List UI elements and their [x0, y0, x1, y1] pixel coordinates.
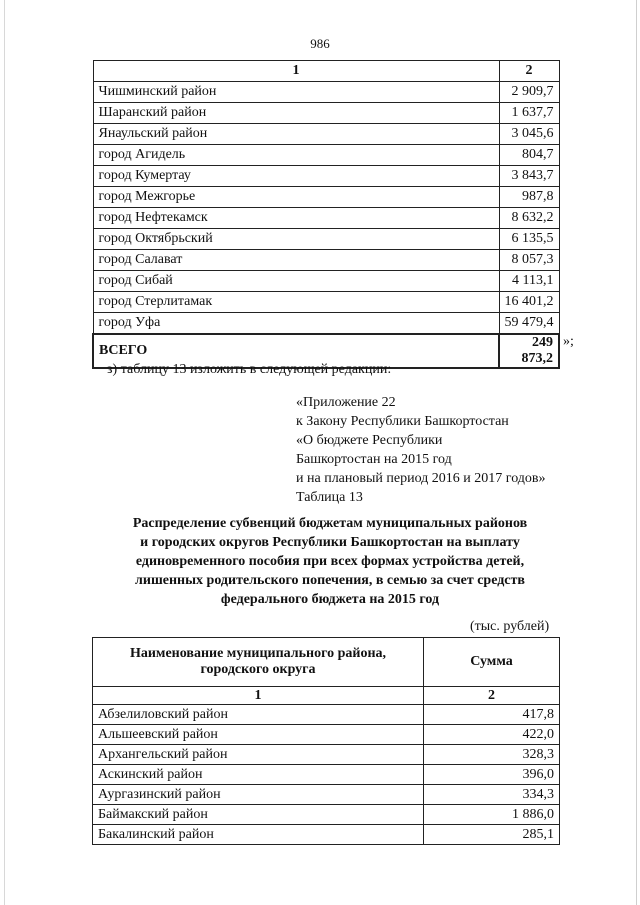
municipality-name: город Стерлитамак [93, 292, 499, 313]
amount-value: 396,0 [424, 765, 560, 785]
municipality-name: город Агидель [93, 145, 499, 166]
column-number-1: 1 [93, 61, 499, 82]
municipality-name: город Сибай [93, 271, 499, 292]
subvention-table [92, 637, 560, 845]
municipality-name: город Уфа [93, 313, 499, 335]
table-row [93, 825, 560, 845]
table-header-row [93, 638, 560, 687]
header-amount: Сумма [424, 638, 560, 687]
table-row [93, 313, 559, 335]
appendix-line: Таблица 13 [296, 490, 363, 505]
municipality-name: город Кумертау [93, 166, 499, 187]
units-label: (тыс. рублей) [470, 619, 550, 634]
table-row [93, 805, 560, 825]
table-row [93, 124, 559, 145]
amount-value: 3 045,6 [499, 124, 559, 145]
table-row [93, 765, 560, 785]
amount-value: 1 637,7 [499, 103, 559, 124]
appendix-reference [296, 393, 546, 507]
column-number-2: 2 [424, 687, 560, 705]
municipality-name: Аскинский район [93, 765, 424, 785]
appendix-line: «О бюджете Республики [296, 433, 443, 448]
table-row [93, 292, 559, 313]
title-line: и городских округов Республики Башкортостан на выплату [140, 535, 520, 550]
amount-value: 422,0 [424, 725, 560, 745]
closing-quote-mark: »; [563, 334, 574, 349]
amount-value: 6 135,5 [499, 229, 559, 250]
amount-value: 417,8 [424, 705, 560, 725]
table-row [93, 785, 560, 805]
amount-value: 1 886,0 [424, 805, 560, 825]
table-row [93, 250, 559, 271]
municipality-name: Янаульский район [93, 124, 499, 145]
table-row [93, 745, 560, 765]
table-row [93, 187, 559, 208]
amount-value: 3 843,7 [499, 166, 559, 187]
instruction-paragraph: з) таблицу 13 изложить в следующей редакции: [107, 362, 392, 377]
municipality-name: Бакалинский район [93, 825, 424, 845]
municipality-name: Шаранский район [93, 103, 499, 124]
appendix-line: «Приложение 22 [296, 395, 396, 410]
table-row [93, 103, 559, 124]
scan-edge-right [636, 0, 637, 905]
table-body [93, 705, 560, 845]
total-value: 249 873,2 [499, 334, 559, 368]
header-line: Наименование муниципального района, [129, 646, 387, 661]
column-numbering-row [93, 687, 560, 705]
amount-value: 59 479,4 [499, 313, 559, 335]
budget-table-continuation [92, 60, 560, 369]
municipality-name: город Салават [93, 250, 499, 271]
table-row [93, 166, 559, 187]
amount-value: 328,3 [424, 745, 560, 765]
table-row [93, 271, 559, 292]
header-municipality [93, 638, 424, 687]
table-row [93, 208, 559, 229]
scan-edge-left [4, 0, 5, 905]
amount-value: 8 057,3 [499, 250, 559, 271]
table-row [93, 145, 559, 166]
total-label: ВСЕГО [93, 334, 499, 368]
amount-value: 285,1 [424, 825, 560, 845]
header-line: городского округа [200, 662, 316, 677]
municipality-name: город Межгорье [93, 187, 499, 208]
title-line: федерального бюджета на 2015 год [220, 592, 440, 607]
amount-value: 2 909,7 [499, 82, 559, 103]
table-row [93, 82, 559, 103]
section-title [100, 514, 560, 609]
column-number-2: 2 [499, 61, 559, 82]
table-row [93, 705, 560, 725]
amount-value: 4 113,1 [499, 271, 559, 292]
amount-value: 16 401,2 [499, 292, 559, 313]
appendix-line: и на плановый период 2016 и 2017 годов» [296, 471, 546, 486]
table-body [93, 82, 559, 335]
municipality-name: Аургазинский район [93, 785, 424, 805]
municipality-name: Чишминский район [93, 82, 499, 103]
title-line: единовременного пособия при всех формах устройства детей, [135, 554, 525, 569]
amount-value: 804,7 [499, 145, 559, 166]
municipality-name: Баймакский район [93, 805, 424, 825]
municipality-name: город Нефтекамск [93, 208, 499, 229]
amount-value: 987,8 [499, 187, 559, 208]
title-line: Распределение субвенций бюджетам муниципальных районов [132, 516, 528, 531]
appendix-line: Башкортостан на 2015 год [296, 452, 452, 467]
amount-value: 8 632,2 [499, 208, 559, 229]
municipality-name: Абзелиловский район [93, 705, 424, 725]
table-row [93, 229, 559, 250]
municipality-name: город Октябрьский [93, 229, 499, 250]
municipality-name: Архангельский район [93, 745, 424, 765]
table-header-row [93, 61, 559, 82]
amount-value: 334,3 [424, 785, 560, 805]
page-number: 986 [310, 36, 330, 51]
column-number-1: 1 [93, 687, 424, 705]
appendix-line: к Закону Республики Башкортостан [296, 414, 509, 429]
table-row [93, 725, 560, 745]
municipality-name: Альшеевский район [93, 725, 424, 745]
title-line: лишенных родительского попечения, в семью за счет средств [135, 573, 525, 588]
